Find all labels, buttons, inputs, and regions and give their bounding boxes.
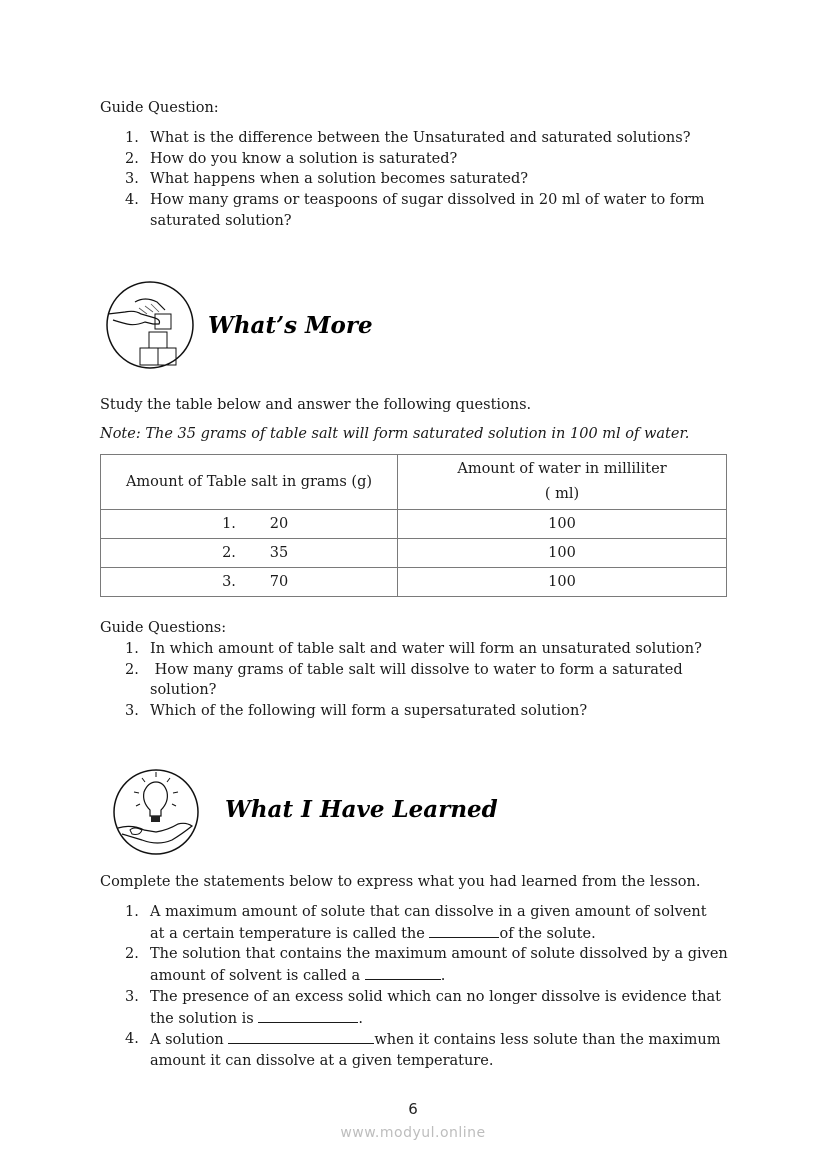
answer-blank[interactable] [258,1008,358,1023]
guide-question-list [100,128,705,232]
answer-blank[interactable] [365,965,441,980]
list-item: 1. A maximum amount of solute that can dissolve in a given amount of solvent at a certain temperature is called the of the solute. [125,904,707,942]
answer-blank[interactable] [228,1029,374,1044]
salt-water-table [100,454,727,597]
table-row: 3. 70 100 [101,568,727,597]
section-heading-what-i-have-learned: What I Have Learned [225,796,498,823]
page-number: 6 [408,1100,418,1118]
list-item: 3. What happens when a solution becomes saturated? [125,171,529,188]
list-item: 2. How do you know a solution is saturated? [125,150,458,167]
guide-questions-title: Guide Questions: [100,620,227,636]
header-salt: Amount of Table salt in grams (g) [101,455,398,510]
fill-in-statements-list [100,902,728,1072]
watermark: www.modyul.online [340,1125,486,1141]
list-item: 2. The solution that contains the maximum amount of solute dissolved by a given amount of solvent is called a . [125,946,728,985]
list-item: 3. The presence of an excess solid which can no longer dissolve is evidence that the solution is . [125,988,722,1027]
section-heading-whats-more: What’s More [208,312,373,339]
list-item: 1. What is the difference between the Unsaturated and saturated solutions? [125,130,691,146]
learned-instruction: Complete the statements below to express what you had learned from the lesson. [100,874,701,890]
list-item: 3. Which of the following will form a supersaturated solution? [125,703,588,720]
table-instruction: Study the table below and answer the following questions. [100,397,532,413]
lightbulb-in-hand-icon [112,768,200,856]
list-item: 4. How many grams or teaspoons of sugar dissolved in 20 ml of water to form saturated solution? [125,192,705,229]
header-water: Amount of water in milliliter ( ml) [398,455,727,510]
list-item: 1. In which amount of table salt and water will form an unsaturated solution? [125,641,702,657]
hand-stacking-blocks-icon [105,280,195,370]
guide-questions-list [100,639,702,722]
table-row: 1. 20 100 [101,510,727,539]
guide-question-title: Guide Question: [100,100,219,116]
table-row: 2. 35 100 [101,539,727,568]
table-note: Note: The 35 grams of table salt will form saturated solution in 100 ml of water. [100,426,690,442]
list-item: 4. A solution when it contains less solute than the maximum amount it can dissolve at a given temperature. [125,1031,721,1069]
answer-blank[interactable] [429,923,499,938]
list-item: 2. How many grams of table salt will dissolve to water to form a saturated solution? [125,661,683,699]
table-header-row [101,455,727,510]
